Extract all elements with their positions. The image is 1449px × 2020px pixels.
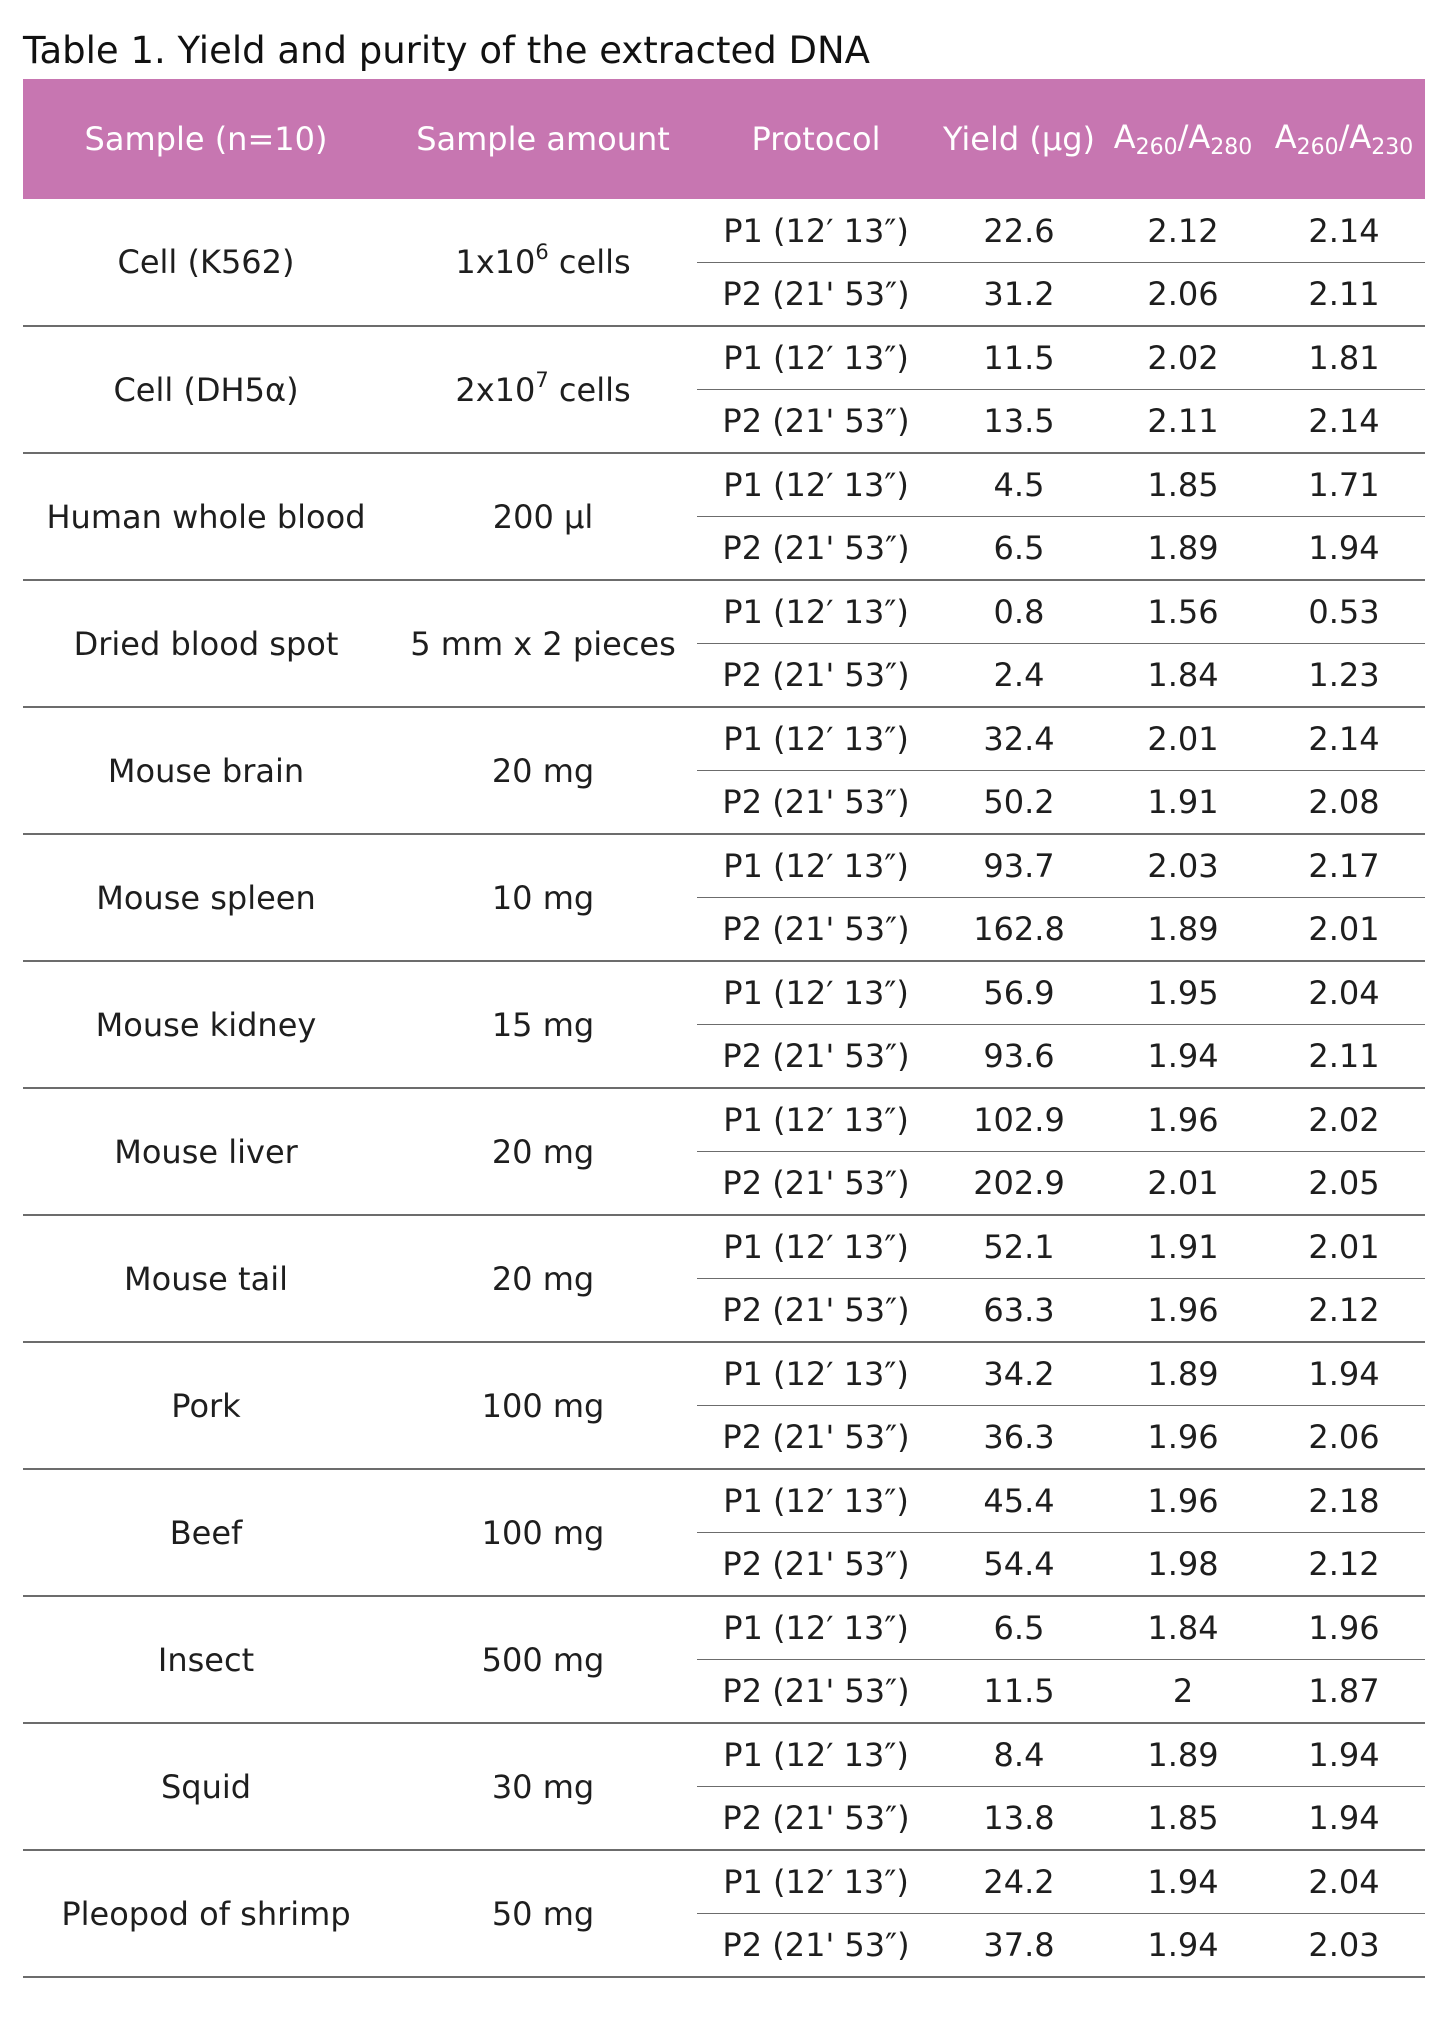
protocol-cell: P1 (12′ 13″)	[697, 453, 935, 517]
protocol-cell: P2 (21' 53″)	[697, 390, 935, 454]
protocol-cell: P1 (12′ 13″)	[697, 1088, 935, 1152]
sample-cell: Pork	[23, 1342, 389, 1469]
sample-cell: Mouse liver	[23, 1088, 389, 1215]
a260-a280-cell: 2.01	[1103, 707, 1263, 771]
table-row	[23, 1469, 1425, 1533]
a260-a230-cell: 2.05	[1263, 1152, 1425, 1216]
sample-cell: Mouse brain	[23, 707, 389, 834]
a260-a280-cell: 1.56	[1103, 580, 1263, 644]
sample-amount-cell	[389, 580, 697, 707]
a260-a280-cell: 1.89	[1103, 1342, 1263, 1406]
yield-cell: 50.2	[935, 771, 1103, 835]
table-header	[23, 79, 1425, 199]
table-row	[23, 834, 1425, 898]
yield-cell: 162.8	[935, 898, 1103, 962]
a260-a280-cell: 1.94	[1103, 1025, 1263, 1089]
protocol-cell: P2 (21' 53″)	[697, 1533, 935, 1597]
header-a260-a230-sub2: 230	[1371, 135, 1414, 160]
a260-a230-cell: 1.94	[1263, 1723, 1425, 1787]
a260-a280-cell: 2.11	[1103, 390, 1263, 454]
yield-cell: 93.6	[935, 1025, 1103, 1089]
yield-cell: 202.9	[935, 1152, 1103, 1216]
a260-a280-cell: 1.95	[1103, 961, 1263, 1025]
sample-cell: Mouse spleen	[23, 834, 389, 961]
sample-amount-value: 20 mg	[491, 1259, 595, 1298]
a260-a280-cell: 1.89	[1103, 1723, 1263, 1787]
table-row	[23, 580, 1425, 644]
yield-cell: 52.1	[935, 1215, 1103, 1279]
sample-amount-cell	[389, 834, 697, 961]
sample-amount-cell	[389, 1723, 697, 1850]
sample-amount-value: 20 mg	[491, 751, 595, 790]
yield-cell: 32.4	[935, 707, 1103, 771]
a260-a230-cell: 2.17	[1263, 834, 1425, 898]
header-a260-a230	[1263, 79, 1425, 199]
a260-a280-cell: 1.84	[1103, 1596, 1263, 1660]
a260-a230-cell: 2.08	[1263, 771, 1425, 835]
dna-yield-table	[23, 79, 1425, 1978]
table-row	[23, 1342, 1425, 1406]
header-a260-a230-sep: /A	[1338, 118, 1372, 156]
yield-cell: 22.6	[935, 199, 1103, 263]
a260-a280-cell: 2.06	[1103, 263, 1263, 327]
a260-a280-cell: 1.94	[1103, 1914, 1263, 1978]
protocol-cell: P1 (12′ 13″)	[697, 326, 935, 390]
yield-cell: 24.2	[935, 1850, 1103, 1914]
yield-cell: 34.2	[935, 1342, 1103, 1406]
a260-a230-cell: 2.14	[1263, 199, 1425, 263]
table-row	[23, 199, 1425, 263]
sample-cell: Cell (DH5α)	[23, 326, 389, 453]
protocol-cell: P1 (12′ 13″)	[697, 1342, 935, 1406]
header-a260-a280-a: A	[1113, 118, 1136, 156]
a260-a280-cell: 1.85	[1103, 1787, 1263, 1851]
table-row	[23, 453, 1425, 517]
sample-amount-cell	[389, 1088, 697, 1215]
sample-amount-cell	[389, 1596, 697, 1723]
yield-cell: 11.5	[935, 1660, 1103, 1724]
yield-cell: 8.4	[935, 1723, 1103, 1787]
a260-a230-cell: 2.01	[1263, 898, 1425, 962]
protocol-cell: P1 (12′ 13″)	[697, 1215, 935, 1279]
sample-cell: Pleopod of shrimp	[23, 1850, 389, 1977]
protocol-cell: P2 (21' 53″)	[697, 1660, 935, 1724]
a260-a280-cell: 1.96	[1103, 1088, 1263, 1152]
a260-a230-cell: 2.12	[1263, 1533, 1425, 1597]
a260-a230-cell: 2.18	[1263, 1469, 1425, 1533]
a260-a280-cell: 2	[1103, 1660, 1263, 1724]
protocol-cell: P2 (21' 53″)	[697, 517, 935, 581]
table-row	[23, 1850, 1425, 1914]
sample-amount-value: 500 mg	[481, 1640, 605, 1679]
sample-amount-cell	[389, 199, 697, 326]
sample-amount-value: 5 mm x 2 pieces	[410, 624, 676, 663]
a260-a230-cell: 2.06	[1263, 1406, 1425, 1470]
protocol-cell: P1 (12′ 13″)	[697, 199, 935, 263]
protocol-cell: P1 (12′ 13″)	[697, 1596, 935, 1660]
sample-amount-cell	[389, 1342, 697, 1469]
yield-cell: 6.5	[935, 1596, 1103, 1660]
header-a260-a280	[1103, 79, 1263, 199]
header-yield: Yield (μg)	[943, 120, 1095, 158]
header-a260-a280-sep: /A	[1177, 118, 1211, 156]
protocol-cell: P1 (12′ 13″)	[697, 580, 935, 644]
sample-amount-cell	[389, 1850, 697, 1977]
protocol-cell: P1 (12′ 13″)	[697, 961, 935, 1025]
protocol-cell: P2 (21' 53″)	[697, 1025, 935, 1089]
yield-cell: 2.4	[935, 644, 1103, 708]
a260-a230-cell: 2.12	[1263, 1279, 1425, 1343]
table-row	[23, 1088, 1425, 1152]
a260-a280-cell: 1.98	[1103, 1533, 1263, 1597]
sample-amount-value: 30 mg	[491, 1767, 595, 1806]
protocol-cell: P2 (21' 53″)	[697, 263, 935, 327]
sample-amount-value: 20 mg	[491, 1132, 595, 1171]
page-title: Table 1. Yield and purity of the extracted DNA	[23, 29, 870, 72]
sample-amount-cell	[389, 326, 697, 453]
yield-cell: 54.4	[935, 1533, 1103, 1597]
sample-amount-value: 100 mg	[481, 1386, 605, 1425]
table-row	[23, 707, 1425, 771]
yield-cell: 0.8	[935, 580, 1103, 644]
a260-a230-cell: 2.02	[1263, 1088, 1425, 1152]
a260-a230-cell: 1.94	[1263, 1787, 1425, 1851]
protocol-cell: P2 (21' 53″)	[697, 1787, 935, 1851]
a260-a230-cell: 2.04	[1263, 1850, 1425, 1914]
header-a260-a280-sub1: 260	[1135, 135, 1178, 160]
a260-a230-cell: 2.01	[1263, 1215, 1425, 1279]
protocol-cell: P2 (21' 53″)	[697, 771, 935, 835]
a260-a230-cell: 1.94	[1263, 517, 1425, 581]
protocol-cell: P2 (21' 53″)	[697, 644, 935, 708]
header-a260-a230-sub1: 260	[1296, 135, 1339, 160]
table-row	[23, 1215, 1425, 1279]
protocol-cell: P1 (12′ 13″)	[697, 707, 935, 771]
protocol-cell: P2 (21' 53″)	[697, 1279, 935, 1343]
yield-cell: 63.3	[935, 1279, 1103, 1343]
sample-amount-cell	[389, 453, 697, 580]
yield-cell: 4.5	[935, 453, 1103, 517]
a260-a230-cell: 2.14	[1263, 707, 1425, 771]
a260-a230-cell: 1.23	[1263, 644, 1425, 708]
yield-cell: 56.9	[935, 961, 1103, 1025]
table-row	[23, 326, 1425, 390]
header-sample-amount: Sample amount	[416, 120, 670, 158]
a260-a280-cell: 2.12	[1103, 199, 1263, 263]
a260-a230-cell: 1.96	[1263, 1596, 1425, 1660]
sample-cell: Insect	[23, 1596, 389, 1723]
yield-cell: 13.5	[935, 390, 1103, 454]
sample-cell: Mouse tail	[23, 1215, 389, 1342]
header-row	[23, 79, 1425, 199]
a260-a280-cell: 1.91	[1103, 771, 1263, 835]
a260-a230-cell: 0.53	[1263, 580, 1425, 644]
header-a260-a230-a: A	[1274, 118, 1297, 156]
sample-amount-exponent: 7	[535, 367, 549, 392]
sample-amount-cell	[389, 707, 697, 834]
sample-amount-value: 10 mg	[491, 878, 595, 917]
table-row	[23, 1723, 1425, 1787]
protocol-cell: P2 (21' 53″)	[697, 1406, 935, 1470]
sample-cell: Cell (K562)	[23, 199, 389, 326]
yield-cell: 36.3	[935, 1406, 1103, 1470]
sample-amount-value: 50 mg	[491, 1894, 595, 1933]
a260-a230-cell: 1.71	[1263, 453, 1425, 517]
a260-a230-cell: 2.11	[1263, 1025, 1425, 1089]
a260-a230-cell: 2.11	[1263, 263, 1425, 327]
a260-a230-cell: 1.87	[1263, 1660, 1425, 1724]
a260-a230-cell: 1.94	[1263, 1342, 1425, 1406]
sample-amount-cell	[389, 961, 697, 1088]
a260-a280-cell: 2.03	[1103, 834, 1263, 898]
yield-cell: 93.7	[935, 834, 1103, 898]
protocol-cell: P2 (21' 53″)	[697, 898, 935, 962]
header-protocol: Protocol	[751, 120, 881, 158]
header-a260-a280-sub2: 280	[1210, 135, 1253, 160]
sample-amount-cell	[389, 1215, 697, 1342]
yield-cell: 45.4	[935, 1469, 1103, 1533]
protocol-cell: P1 (12′ 13″)	[697, 1469, 935, 1533]
yield-cell: 37.8	[935, 1914, 1103, 1978]
a260-a280-cell: 1.96	[1103, 1469, 1263, 1533]
a260-a280-cell: 2.02	[1103, 326, 1263, 390]
yield-cell: 6.5	[935, 517, 1103, 581]
sample-cell: Mouse kidney	[23, 961, 389, 1088]
table-body	[23, 199, 1425, 1977]
a260-a280-cell: 1.96	[1103, 1279, 1263, 1343]
a260-a280-cell: 1.89	[1103, 898, 1263, 962]
protocol-cell: P2 (21' 53″)	[697, 1152, 935, 1216]
sample-cell: Dried blood spot	[23, 580, 389, 707]
a260-a280-cell: 1.96	[1103, 1406, 1263, 1470]
sample-amount-value: 200 μl	[492, 497, 594, 536]
protocol-cell: P1 (12′ 13″)	[697, 1850, 935, 1914]
sample-amount-value: 15 mg	[491, 1005, 595, 1044]
yield-cell: 11.5	[935, 326, 1103, 390]
a260-a230-cell: 2.03	[1263, 1914, 1425, 1978]
sample-cell: Human whole blood	[23, 453, 389, 580]
a260-a280-cell: 1.89	[1103, 517, 1263, 581]
yield-cell: 31.2	[935, 263, 1103, 327]
sample-amount-exponent: 6	[535, 240, 549, 264]
a260-a280-cell: 1.85	[1103, 453, 1263, 517]
protocol-cell: P1 (12′ 13″)	[697, 1723, 935, 1787]
header-sample: Sample (n=10)	[84, 120, 328, 158]
sample-cell: Beef	[23, 1469, 389, 1596]
a260-a280-cell: 1.94	[1103, 1850, 1263, 1914]
protocol-cell: P2 (21' 53″)	[697, 1914, 935, 1978]
table-row	[23, 1596, 1425, 1660]
a260-a280-cell: 1.91	[1103, 1215, 1263, 1279]
protocol-cell: P1 (12′ 13″)	[697, 834, 935, 898]
a260-a230-cell: 1.81	[1263, 326, 1425, 390]
a260-a280-cell: 1.84	[1103, 644, 1263, 708]
sample-amount-value: 100 mg	[481, 1513, 605, 1552]
sample-amount-value: 1x10	[455, 243, 536, 281]
sample-amount-value: 2x10	[455, 370, 536, 409]
yield-cell: 13.8	[935, 1787, 1103, 1851]
sample-cell: Squid	[23, 1723, 389, 1850]
sample-amount-cell	[389, 1469, 697, 1596]
sample-amount-unit: cells	[548, 370, 631, 409]
table-row	[23, 961, 1425, 1025]
yield-cell: 102.9	[935, 1088, 1103, 1152]
a260-a230-cell: 2.04	[1263, 961, 1425, 1025]
sample-amount-unit: cells	[548, 243, 631, 281]
a260-a280-cell: 2.01	[1103, 1152, 1263, 1216]
a260-a230-cell: 2.14	[1263, 390, 1425, 454]
